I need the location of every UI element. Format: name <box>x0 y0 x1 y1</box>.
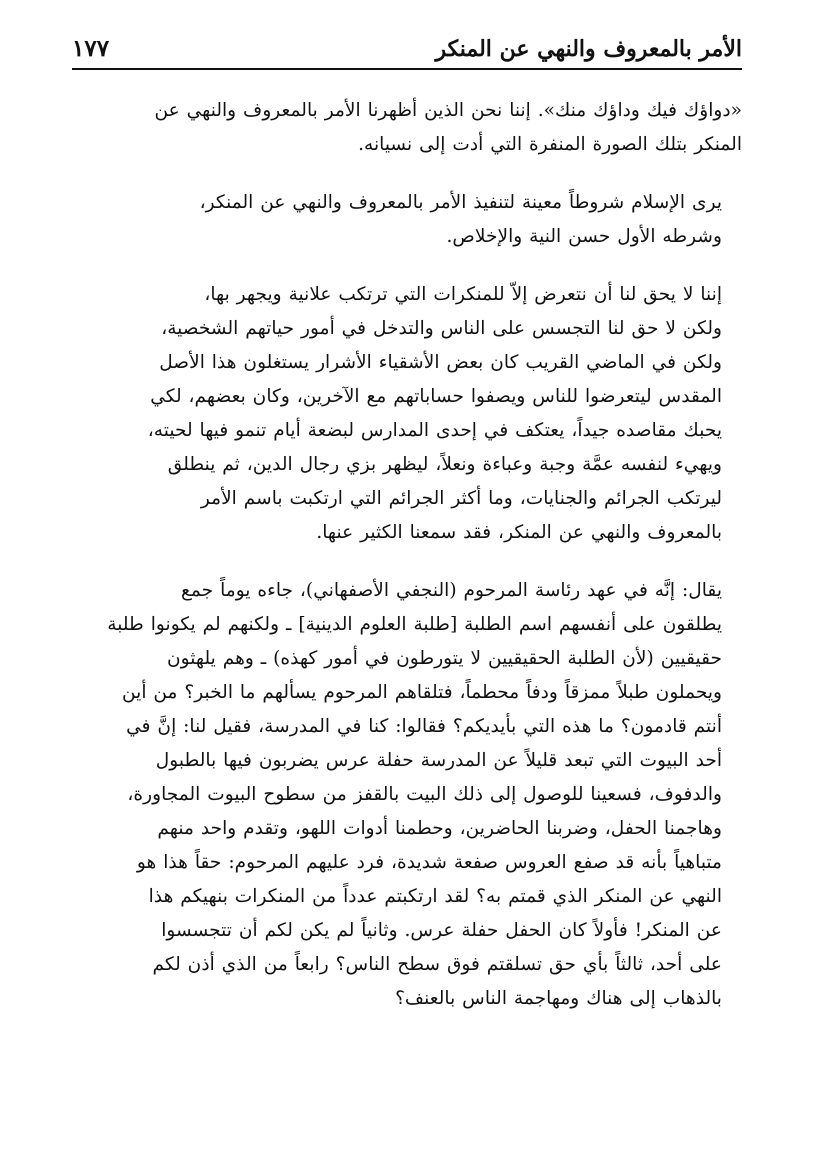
text-line: يقال: إنَّه في عهد رئاسة المرحوم (النجفي الأصفهاني)، جاءه يوماً جمع <box>181 580 722 601</box>
text-line: عن المنكر! فأولاً كان الحفل حفلة عرس. وثانياً لم يكن لكم أن تتجسسوا <box>161 920 722 941</box>
text-line: وشرطه الأول حسن النية والإخلاص. <box>446 226 722 247</box>
text-line: بالمعروف والنهي عن المنكر، فقد سمعنا الكثير عنها. <box>316 522 722 543</box>
text-line: حقيقيين (لأن الطلبة الحقيقيين لا يتورطون في أمور كهذه) ـ وهم يلهثون <box>167 648 722 669</box>
page-header <box>72 34 742 72</box>
page-number: ١٧٧ <box>72 35 110 62</box>
text-line: يطلقون على أنفسهم اسم الطلبة [طلبة العلوم الدينية] ـ ولكنهم لم يكونوا طلبة <box>107 614 722 635</box>
text-line: على أحد، ثالثاً بأي حق تسلقتم فوق سطح الناس؟ رابعاً من الذي أذن لكم <box>152 954 722 975</box>
text-line: «دواؤك فيك وداؤك منك». إننا نحن الذين أظهرنا الأمر بالمعروف والنهي عن <box>154 100 742 121</box>
text-line: متباهياً بأنه قد صفع العروس صفعة شديدة، فرد عليهم المرحوم: حقاً هذا هو <box>136 852 722 873</box>
text-line: إننا لا يحق لنا أن نتعرض إلاّ للمنكرات التي ترتكب علانية ويجهر بها، <box>204 284 722 305</box>
text-line: أنتم قادمون؟ ما هذه التي بأيديكم؟ فقالوا: كنا في المدرسة، فقيل لنا: إنَّ في <box>126 716 722 737</box>
header-divider <box>72 68 742 70</box>
text-line: والدفوف، فسعينا للوصول إلى ذلك البيت بالقفز من سطوح البيوت المجاورة، <box>127 784 722 805</box>
paragraph <box>72 186 742 254</box>
text-line: ولكن لا حق لنا التجسس على الناس والتدخل في أمور حياتهم الشخصية، <box>161 318 722 339</box>
text-line: أحد البيوت التي تبعد قليلاً عن المدرسة حفلة عرس يضربون فيها بالطبول <box>155 750 722 771</box>
body-text <box>72 94 742 1040</box>
text-line: بالذهاب إلى هناك ومهاجمة الناس بالعنف؟ <box>395 988 722 1009</box>
text-line: وهاجمنا الحفل، وضربنا الحاضرين، وحطمنا أدوات اللهو، وتقدم واحد منهم <box>157 818 722 839</box>
running-title: الأمر بالمعروف والنهي عن المنكر <box>435 36 742 62</box>
text-line: يرى الإسلام شروطاً معينة لتنفيذ الأمر بالمعروف والنهي عن المنكر، <box>199 192 722 213</box>
text-line: ليرتكب الجرائم والجنايات، وما أكثر الجرائم التي ارتكبت باسم الأمر <box>200 488 722 509</box>
paragraph <box>72 94 742 162</box>
paragraph <box>72 278 742 550</box>
text-line: المقدس ليتعرضوا للناس ويصفوا حساباتهم مع الآخرين، وكان بعضهم، لكي <box>150 386 722 407</box>
text-line: ويهيء لنفسه عمَّة وجبة وعباءة ونعلاً، ليظهر بزي رجال الدين، ثم ينطلق <box>167 454 722 475</box>
text-line: ولكن في الماضي القريب كان بعض الأشقياء الأشرار يستغلون هذا الأصل <box>159 352 722 373</box>
text-line: ويحملون طبلاً ممزقاً ودفاً محطماً، فتلقاهم المرحوم يسألهم ما الخبر؟ من أين <box>121 682 722 703</box>
paragraph <box>72 574 742 1016</box>
text-line: يحبك مقاصده جيداً، يعتكف في إحدى المدارس لبضعة أيام تنمو فيها لحيته، <box>147 420 722 441</box>
text-line: المنكر بتلك الصورة المنفرة التي أدت إلى نسيانه. <box>358 134 742 155</box>
text-line: النهي عن المنكر الذي قمتم به؟ لقد ارتكبتم عدداً من المنكرات بنهيكم هذا <box>148 886 722 907</box>
